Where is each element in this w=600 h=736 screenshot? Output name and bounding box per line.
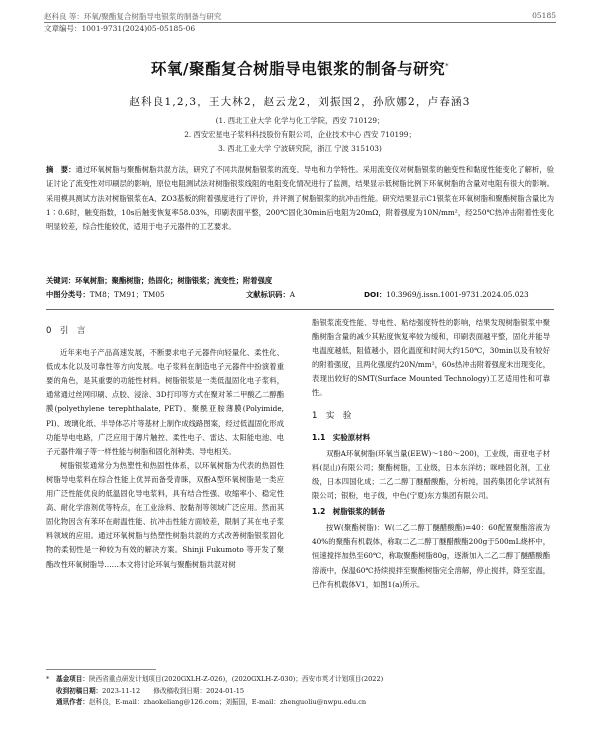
footnotes bbox=[46, 674, 556, 709]
footnote-corresponding bbox=[46, 697, 556, 709]
intro-paragraph-3: 脂银浆流变性能、导电性、粘结强度特性的影响，结果发现树脂银浆中聚酯树脂含量的减少其粘度恢复率较为缓和，印刷表面越平整，固化并能导电温度越低，阻值越小，固化温度和时间大约150℃，30min以及有较好的附着强度，且两化强度约20N/mm²，60s热冲击附着强度未出现变化，表现出较好的SMT(Surface Mounted Technology)工艺适用性和可靠性。 bbox=[312, 318, 550, 398]
doc-code-value: A bbox=[289, 290, 296, 299]
affiliation-3: 3. 西北工业大学 宁波研究院，浙江 宁波 315103) bbox=[218, 144, 382, 153]
clc-label: 中图分类号： bbox=[46, 290, 90, 299]
doi-value: 10.3969/j.issn.1001-9731.2024.05.023 bbox=[386, 290, 529, 299]
affiliations bbox=[0, 114, 600, 156]
footnote-dates bbox=[46, 686, 556, 698]
paper-title bbox=[0, 57, 600, 79]
clc-value: TM8；TM91；TM05 bbox=[89, 290, 165, 299]
keywords-text: 环氧树脂；聚酯树脂；热固化；树脂银浆；流变性；附着强度 bbox=[75, 276, 273, 285]
abstract-label: 摘 要： bbox=[46, 165, 76, 174]
doc-code-label: 文献标识码： bbox=[246, 290, 290, 299]
abstract-text: 通过环氧树脂与聚酯树脂共混方法，研究了不同共混树脂银浆的流变、导电和力学特性。采用流变仪对树脂银浆的触变性和黏度性能变化了解析，验证讨论了流变性对印刷层的影响，原位电阻测试法对树脂银浆线阻的电阻变化情况进行了监测，结果显示低树脂比例下环氧树脂的含量对电阻有很大的影响。采用模具测试方法对树脂银浆在A、ZO3基板的附着强度进行了评价，并评测了树脂银浆的抗冲击性能。研究结果显示C1银浆在环氧树脂和聚酯树脂含量比为1∶0.6时，触变指数，10s后触变恢复率58.03%，印刷表面平整，200℃固化30min后电阻为20mΩ，附着强度为10N/mm²，经250℃热冲击附着性变化明显较差，综合性能较优，适用于电子元器件的工艺要求。 bbox=[46, 165, 554, 232]
doi-label: DOI： bbox=[364, 290, 387, 299]
footnote-rule bbox=[46, 669, 156, 670]
footnote-funding bbox=[46, 674, 556, 686]
materials-paragraph: 双酚A环氧树脂(环氧当量(EEW)～180～200)，工业级，南亚电子材料(昆山)有限公司；聚酯树脂，工业级，日本东洋纺；咪唑固化剂，工业级，日本四国化成；二乙二醇丁醚醋酸酯，分析纯，国药集团化学试剂有限公司；银粉，电子级，中色(宁夏)东方集团有限公司。 bbox=[312, 448, 550, 501]
intro-paragraph-1: 近年来电子产品高速发展，不断要求电子元器件向轻量化、柔性化、低成本化以及可靠性等方向发展。电子浆料在制造电子元器件中扮演着重要的角色，是其重要的功能性材料。树脂银浆是一类低温固化电子浆料，通常通过丝网印刷、点胶、浸涂、3D打印等方式在聚对苯二甲酸乙二醇酯膜(polyethylene terephthalate, PET)、聚酰亚胺薄膜(Polyimide, PI)、玻璃化纸、半导体芯片等基材上制作成线路图案，经过低温固化形成功能导电电路，广泛应用于薄片触控、柔性电子、雷达、太阳能电池、电子元器件端子等一样性能与树脂和固化剂种类、导电相关。 bbox=[46, 348, 284, 456]
right-column bbox=[312, 316, 550, 592]
classification-row bbox=[46, 290, 554, 300]
intro-paragraph-2: 树脂银浆通常分为热塑性和热固性体系，以环氧树脂为代表的热固性树脂导电浆料在综合性能上优异而备受青睐，双酚A型环氧树脂是一类应用广泛性能优良的低温固化导电浆料，具有结合性强、收缩率小、稳定性高、耐化学溶剂优等特点，在工业涂料、胶黏剂等领域广泛应用。然而其固化物因含有苯环在耐温性能、抗冲击性能方面较差，限制了其在电子浆料领域的应用。通过环氧树脂与热塑性树脂共混的方式改善树脂银浆固化物的柔韧性是一种较为有效的解决方案。Shinji Fukumoto 等开发了聚酯改性环氧树脂导……本文将讨论环氧与聚酯树脂共混对树 bbox=[46, 460, 284, 569]
footnote-funding-label: 基金项目： bbox=[56, 675, 89, 683]
preparation-paragraph: 按W(聚酯树脂)：W(二乙二醇丁醚醋酸酯)=40：60配置聚酯溶液为40%的聚酯有机载体，称取二乙二醇丁醚醋酸酯200g于500mL烧杯中，恒速搅拌加热至60℃，称取聚酯树脂80g，逐渐加入二乙二醇丁醚醋酸酯溶液中，保温60℃持续搅拌至聚酯树脂完全溶解，停止搅拌，降至室温，已作有机载体V1，如图1(a)所示。 bbox=[312, 523, 550, 589]
abstract bbox=[46, 163, 554, 234]
footnote-dates-label: 收到初稿日期： bbox=[56, 686, 103, 695]
title-footnote-mark: * bbox=[445, 61, 450, 70]
footnote-corresponding-label: 通讯作者： bbox=[56, 698, 89, 706]
affiliation-2: 2. 西安宏星电子浆料科技股份有限公司，企业技术中心 西安 710199； bbox=[184, 130, 416, 139]
header-divider bbox=[46, 309, 554, 310]
subsection-heading-materials: 1.1 实验原材料 bbox=[312, 432, 371, 442]
footnote-mark: * bbox=[46, 675, 50, 683]
keywords-label: 关键词： bbox=[46, 276, 76, 285]
article-number: 文章编号：1001-9731(2024)05-05185-06 bbox=[44, 24, 196, 33]
section-heading-intro: 0 引 言 bbox=[46, 326, 86, 336]
author-list: 赵科良1,2,3，王大林2，赵云龙2，刘振国2，孙欣娜2，卢春涵3 bbox=[129, 96, 471, 108]
affiliation-1: (1. 西北工业大学 化学与化工学院，西安 710129； bbox=[215, 116, 385, 125]
running-header bbox=[44, 11, 556, 22]
footnote-corresponding-text: 赵科良，E-mail：zhaokeliang@126.com；刘振国，E-mail：zhenguoliu@nwpu.edu.cn bbox=[88, 698, 367, 706]
footnote-dates-text: 2023-11-12 修改稿收到日期：2024-01-15 bbox=[102, 686, 245, 695]
keywords bbox=[46, 276, 554, 286]
section-heading-experiment: 1 实 验 bbox=[312, 410, 352, 421]
paper-title-text: 环氧/聚酯复合树脂导电银浆的制备与研究 bbox=[150, 60, 446, 78]
running-header-page: 05185 bbox=[532, 11, 556, 20]
subsection-heading-preparation: 1.2 树脂银浆的制备 bbox=[312, 507, 386, 517]
running-header-left: 赵科良 等：环氧/聚酯复合树脂导电银浆的制备与研究 bbox=[44, 12, 222, 21]
footnote-funding-text: 陕西省重点研发计划项目(2020GXLH-Z-026)，(2020GXLH-Z-030)；西安市英才计划项目(2022) bbox=[88, 675, 384, 683]
left-column bbox=[46, 316, 284, 572]
